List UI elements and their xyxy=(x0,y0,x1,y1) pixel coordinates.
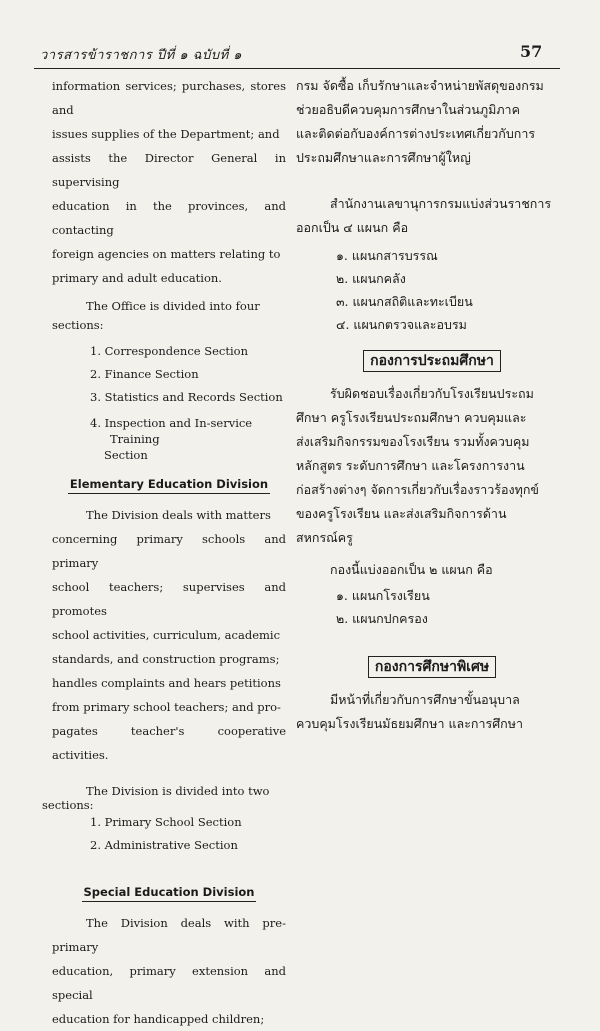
elementary-paragraph-thai xyxy=(296,382,568,550)
text-line: The Division is divided into two xyxy=(86,784,270,798)
text-line: education for handicapped children; xyxy=(52,1012,265,1026)
header-rule xyxy=(34,68,560,69)
text-line: ส่งเสริมกิจกรรมของโรงเรียน รวมทั้งควบคุม xyxy=(296,434,530,449)
text-line: ศึกษา ครูโรงเรียนประถมศึกษา ควบคุมและ xyxy=(296,410,527,425)
office-divided-text-thai xyxy=(296,192,568,240)
text-line: handles complaints and hears petitions xyxy=(52,676,281,690)
text-line: The Division deals with matters xyxy=(86,508,271,522)
list-item: ๔. แผนกตรวจและอบรม xyxy=(336,317,467,332)
text-line: sections: xyxy=(52,318,104,332)
special-paragraph-thai xyxy=(296,688,568,736)
list-item: Section xyxy=(104,448,148,462)
thai-column xyxy=(296,74,568,736)
text-line: ก่อสร้างต่างๆ จัดการเกี่ยวกับเรื่องราวร้องทุกข์ xyxy=(296,482,539,497)
text-line: ควบคุมโรงเรียนมัธยมศึกษา และการศึกษา xyxy=(296,716,523,731)
list-item: ๑. แผนกสารบรรณ xyxy=(336,248,438,263)
list-item: ๓. แผนกสถิติและทะเบียน xyxy=(336,294,473,309)
text-line: education in the provinces, and contacting xyxy=(52,199,286,237)
elementary-divided-text-thai xyxy=(296,558,568,582)
elementary-heading: Elementary Education Division xyxy=(52,477,286,491)
list-item: ๑. แผนกโรงเรียน xyxy=(336,588,430,603)
text-line: issues supplies of the Department; and xyxy=(52,127,280,141)
text-line: concerning primary schools and primary xyxy=(52,532,286,570)
page-number: 57 xyxy=(520,42,543,61)
office-section-list-thai xyxy=(296,244,568,336)
office-section-list xyxy=(52,340,286,463)
text-line: ประถมศึกษาและการศึกษาผู้ใหญ่ xyxy=(296,150,471,165)
text-line: สำนักงานเลขานุการกรมแบ่งส่วนราชการ xyxy=(330,196,552,211)
office-paragraph xyxy=(52,74,286,290)
special-paragraph xyxy=(52,911,286,1031)
journal-title: วารสารข้าราชการ ปีที่ ๑ ฉบับที่ ๑ xyxy=(40,48,243,63)
special-heading: Special Education Division xyxy=(52,885,286,899)
text-line: ช่วยอธิบดีควบคุมการศึกษาในส่วนภูมิภาค xyxy=(296,102,520,117)
text-line: สหกรณ์ครู xyxy=(296,530,353,545)
text-line: และติดต่อกับองค์การต่างประเทศเกี่ยวกับการ xyxy=(296,126,536,141)
text-line: school teachers; supervises and promotes xyxy=(52,580,286,618)
elementary-divided-text xyxy=(42,783,286,812)
text-line: มีหน้าที่เกี่ยวกับการศึกษาขั้นอนุบาล xyxy=(330,692,520,707)
elementary-heading-thai: กองการประถมศึกษา xyxy=(296,350,568,372)
text-line: ของครูโรงเรียน และส่งเสริมกิจการด้าน xyxy=(296,506,507,521)
text-line: กองนี้แบ่งออกเป็น ๒ แผนก คือ xyxy=(330,562,493,577)
list-item: 1. Primary School Section xyxy=(90,815,242,829)
text-line: primary and adult education. xyxy=(52,271,222,285)
list-item: 4. Inspection and In-service Training xyxy=(90,416,253,446)
text-line: The Division deals with pre-primary xyxy=(52,916,286,954)
text-line: หลักสูตร ระดับการศึกษา และโครงการงาน xyxy=(296,458,525,473)
text-line: education, primary extension and special xyxy=(52,964,286,1002)
office-paragraph-thai xyxy=(296,74,568,170)
office-divided-text xyxy=(52,294,286,332)
elementary-section-list-thai xyxy=(296,584,568,630)
list-item: 2. Finance Section xyxy=(90,367,199,381)
text-line: from primary school teachers; and pro- xyxy=(52,700,281,714)
text-line: The Office is divided into four xyxy=(86,299,260,313)
english-column xyxy=(42,74,286,1031)
text-line: sections: xyxy=(42,798,94,812)
list-item: ๒. แผนกคลัง xyxy=(336,271,406,286)
text-line: รับผิดชอบเรื่องเกี่ยวกับโรงเรียนประถม xyxy=(330,386,534,401)
text-line: school activities, curriculum, academic xyxy=(52,628,281,642)
list-item: 3. Statistics and Records Section xyxy=(90,390,283,404)
text-line: pagates teacher's cooperative activities. xyxy=(52,724,286,762)
text-line: assists the Director General in supervising xyxy=(52,151,286,189)
list-item: 2. Administrative Section xyxy=(90,838,238,852)
list-item: ๒. แผนกปกครอง xyxy=(336,611,428,626)
text-line: standards, and construction programs; xyxy=(52,652,280,666)
elementary-section-list xyxy=(52,811,286,857)
text-line: ออกเป็น ๔ แผนก คือ xyxy=(296,220,409,235)
text-line: กรม จัดซื้อ เก็บรักษาและจำหน่ายพัสดุของกรม xyxy=(296,78,544,93)
elementary-paragraph xyxy=(52,503,286,767)
special-heading-thai: กองการศึกษาพิเศษ xyxy=(296,656,568,678)
text-line: information services; purchases, stores and xyxy=(52,79,286,117)
text-line: foreign agencies on matters relating to xyxy=(52,247,281,261)
list-item: 1. Correspondence Section xyxy=(90,344,248,358)
